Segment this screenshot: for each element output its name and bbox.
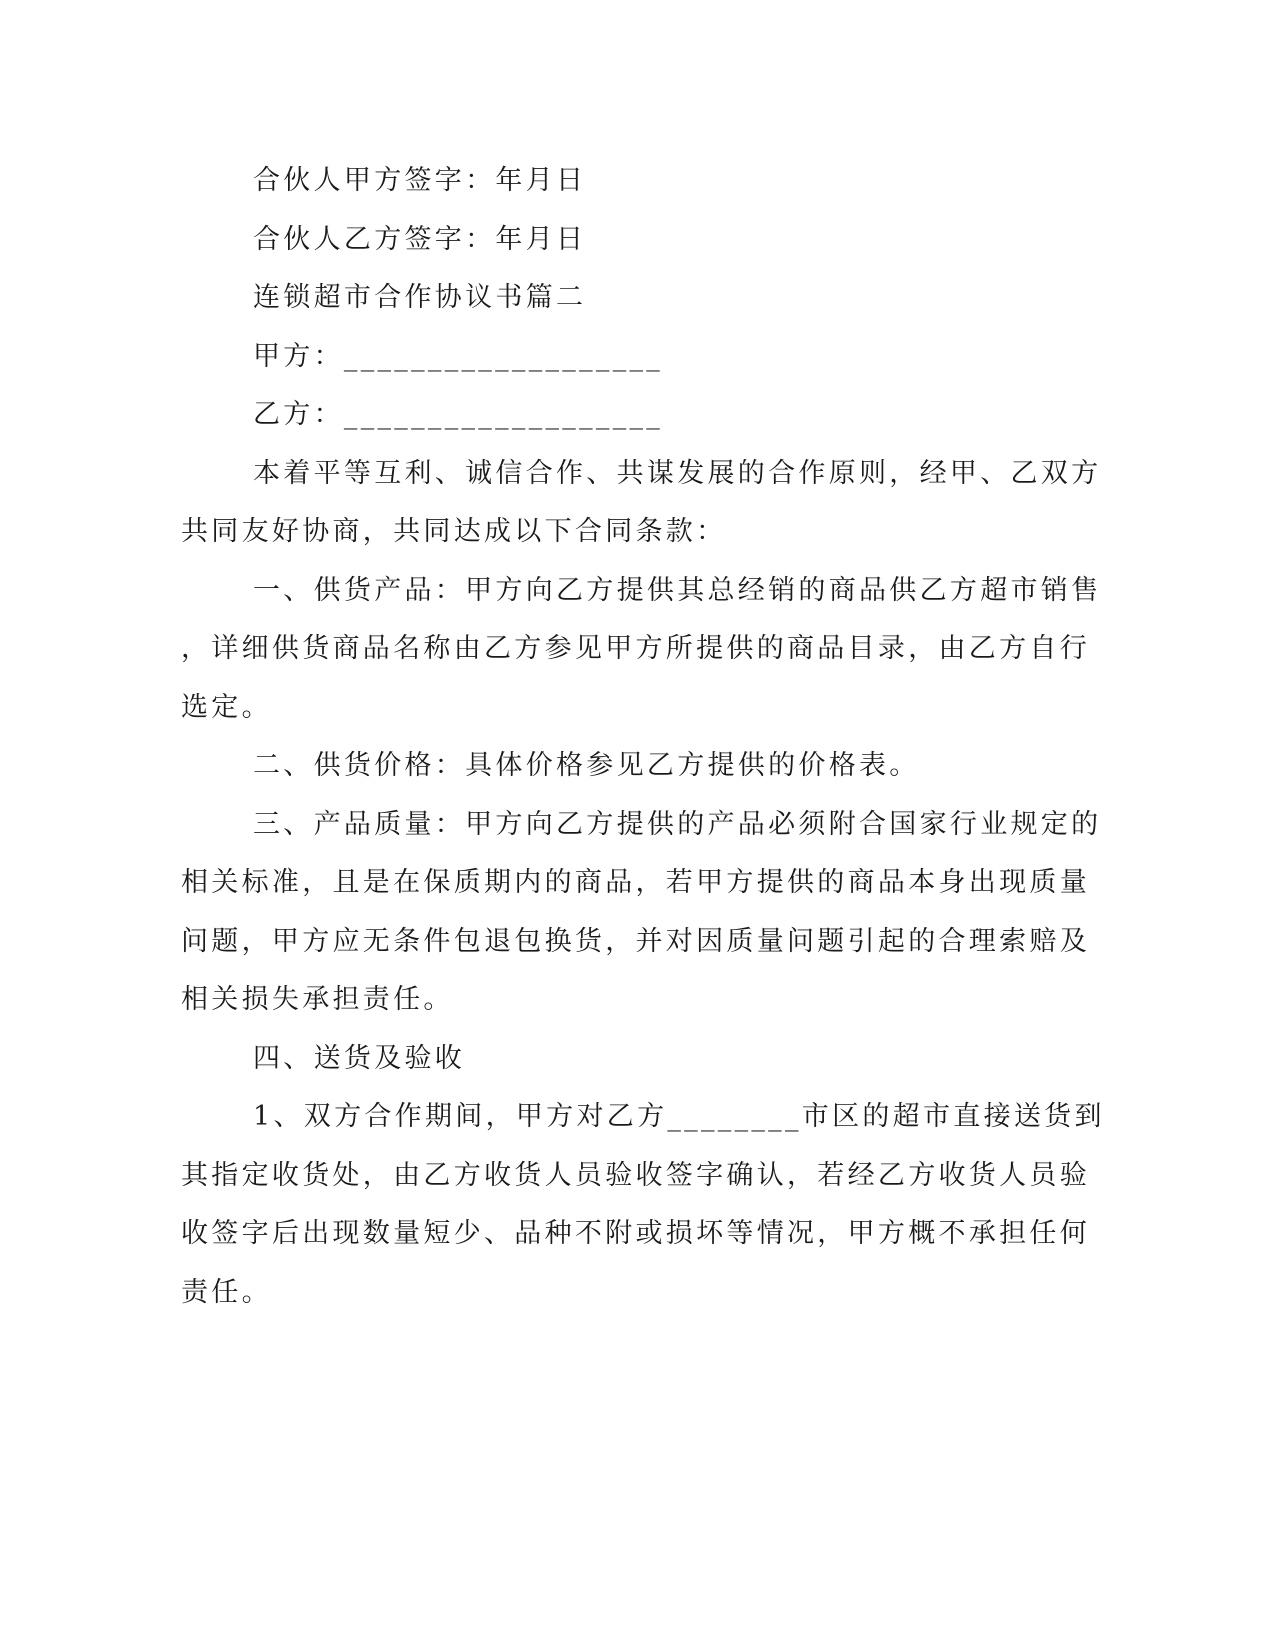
clause-1-line-3: 选定。 [181,691,272,723]
party-b-signature-line: 合伙人乙方签字：年月日 [253,223,587,255]
preamble-line-2: 共同友好协商，共同达成以下合同条款： [181,516,727,547]
clause-1-line-2: ，详细供货商品名称由乙方参见甲方所提供的商品目录，由乙方自行 [181,633,1090,664]
preamble-line-1: 本着平等互利、诚信合作、共谋发展的合作原则，经甲、乙双方 [253,457,1102,489]
clause-1-line-1: 一、供货产品：甲方向乙方提供其总经销的商品供乙方超市销售 [253,574,1102,606]
party-a-field: 甲方：___________________ [253,340,664,372]
clause-4-heading: 四、送货及验收 [253,1042,466,1074]
clause-3-line-4: 相关损失承担责任。 [181,984,454,1015]
clause-2-line-1: 二、供货价格：具体价格参见乙方提供的价格表。 [253,750,920,781]
clause-4-1-line-1: 1、双方合作期间，甲方对乙方________市区的超市直接送货到 [253,1101,1105,1132]
section-title: 连锁超市合作协议书篇二 [253,282,587,313]
clause-3-line-3: 问题，甲方应无条件包退包换货，并对因质量问题引起的合理索赔及 [181,925,1090,957]
party-b-field: 乙方：___________________ [253,399,664,430]
clause-4-1-line-4: 责任。 [181,1276,272,1308]
clause-4-1-line-2: 其指定收货处，由乙方收货人员验收签字确认，若经乙方收货人员验 [181,1159,1090,1191]
party-a-signature-line: 合伙人甲方签字：年月日 [253,165,587,196]
clause-3-line-1: 三、产品质量：甲方向乙方提供的产品必须附合国家行业规定的 [253,808,1102,840]
document-body [181,152,1105,1322]
clause-3-line-2: 相关标准，且是在保质期内的商品，若甲方提供的商品本身出现质量 [181,867,1090,898]
clause-4-1-line-3: 收签字后出现数量短少、品种不附或损坏等情况，甲方概不承担任何 [181,1218,1090,1249]
